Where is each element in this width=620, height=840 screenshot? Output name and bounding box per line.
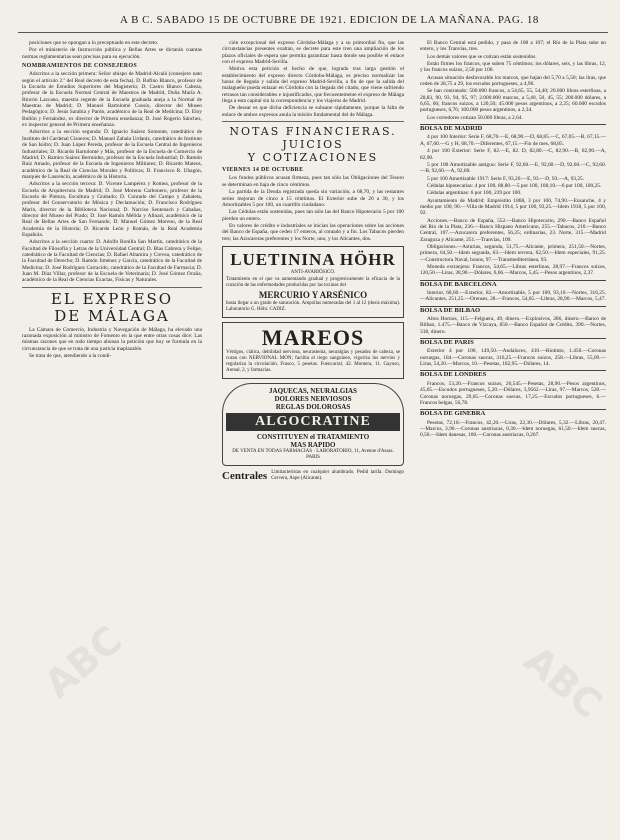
ad-small: DE VENTA EN TODAS FARMACIAS · LABORATORIO, 11, Avenue d'Assas. PARIS	[232, 448, 394, 460]
watermark-stamp: ABC	[515, 637, 611, 727]
paragraph: La Cámara de Comercio, Industria y Navegación de Málaga, ha elevado una razonada exposición al ministro de Fomento en la que entre otras cosas dice: Las mismas razones que en todo tiempo abonan la petición que hoy se formula en la circunstancia de que se trata de una justicia inaplazable.	[22, 326, 202, 352]
divider	[22, 287, 202, 288]
page-header: A B C. SABADO 15 DE OCTUBRE DE 1921. EDICION DE LA MAÑANA. PAG. 18	[120, 14, 539, 26]
ad-text: Limitacteristas en cualquier alumbrado. Pedid tarifa. Domingo Cervera, Aspe (Alicante).	[271, 469, 404, 481]
paragraph: Adscritos a la sección cuarta: D. Adolfo Bonilla San Martín, catedrático de la Facultad de Filosofía y Letras de la Universidad Central; D. Blas Cabrera y Felipe, catedrático de la Facultad de Ciencias; D. Rafael Altamira y Crevea, catedrático de la Facultad de Derecho; D. Ramón Jiménez y García, catedrático de la Facultad de Medicina; D. José Rodríguez Carracido, catedrático de la Facultad de Farmacia; D. Juan M. Díaz Villar, profesor de la Escuela de Veterinaria; D. José Gómez Ocaña, académico de la Real de Ciencias Exactas, Físicas y Naturales.	[22, 239, 202, 284]
paragraph: Francos, 53,20.—Francos suizos, 20,545.—Pesetas, 28,90.—Pesos argentinos, 45,65.—Escudos portugueses, 5,20.—Dólares, 3,9562.—Liras, 97.—Marcos, 520.—Coronas noruegas, 29,65.—Coronas suecas, 17,25.—Escudos portugueses, 6.—Francos belgas, 56,78.	[420, 380, 606, 406]
ad-luetinina-title: LUETININA HÖHR	[230, 249, 396, 269]
ad-mareos	[222, 322, 404, 379]
section-title: NOMBRAMIENTOS DE CONSEJEROS	[22, 63, 138, 70]
paragraph: Los corredores cotizan 50.000 libras, a 2,64.	[427, 114, 523, 121]
ad-line: CONSTITUYEN el TRATAMIENTO	[256, 432, 370, 441]
paragraph: Exterior 4 por 100, 149,50.—Andaluces, 410.—Riotinto, 1.450.—Coronas noruegas, 184.—Coronas suecas, 316,25.—Francos suizos, 258.—Libras, 55,09.—Liras, 54,20.—Marcos, 10.—Pesetas, 182,95.—Dólares, 14.	[420, 348, 606, 368]
ad-centrales-title: Centrales	[222, 469, 268, 482]
ad-mercurio: MERCURIO Y ARSÉNICO	[258, 289, 368, 300]
ad-line: JAQUECAS, NEURALGIAS	[269, 386, 357, 395]
paragraph: Altos Hornos, 115.—Felguera, 49, dinero.—Explosivos, 286, dinero.—Banco de Bilbao, 1.475.—Banco de Vizcaya, 850.—Banco Español de Crédito, 390.—Nortes, 318, dinero.	[420, 316, 606, 335]
section-bolsa-londres: BOLSA DE LONDRES	[420, 370, 606, 378]
date-line: VIERNES 14 DE OCTUBRE	[222, 167, 304, 174]
paragraph: Los fondos públicos acusan firmeza, pues tan sólo las Obligaciones del Tesoro se determinan en baja de cinco céntimos.	[222, 175, 404, 188]
ad-subtitle: ANTI-AVARIÓSICO.	[290, 269, 336, 275]
paragraph: Ayuntamiento de Madrid: Empréstito 1868, 3 por 100, 74,90.—Ensanche, 4 y medio por 100, 90.—Villa de Madrid 1914, 5 por 100, 93,25.—Idem 1918, 5 por 100, 92.	[420, 197, 606, 217]
watermark-stamp: ABC	[35, 617, 131, 707]
paragraph: Se trata de que, atendiendo a la condi-	[29, 353, 112, 360]
divider	[222, 121, 404, 122]
ad-line: DOLORES NERVIOSOS	[274, 394, 352, 403]
paragraph: Motiva esta petición el hecho de que, logrado tras larga gestión el establecimiento del expreso directo Córdoba-Málaga, es preciso normalizar las horas de llegada y salida del expreso Madrid-Sevilla, a fin de que la salida del malagueño pueda enlazar en Córdoba con la llegada del citado, que viene sufriendo retrasos tan considerables e injustificados, que frecuentemente el expreso de Málaga llega a esta capital sin la correspondencia y los viajeros de Madrid.	[222, 66, 404, 105]
ad-text: Tratamiento en el que va aumentando gradual y progresivamente la eficacia de la curación de las enfermedades producidas por las toxinas del	[226, 276, 400, 288]
ad-mareos-title: MAREOS	[261, 324, 365, 350]
notas-title-1: NOTAS FINANCIERAS.	[229, 125, 397, 139]
notas-title-2: JUICIOS	[282, 138, 344, 152]
paragraph: Interior, 68,60.—Exterior, 82.—Amortizable, 5 por 100, 93,10.—Nortes, 316,25.—Alicantes, 251,25.—Orenses, 28.—Francos, 54,65.—Libras, 28,90.—Marcos, 5,47.	[420, 290, 606, 303]
expreso-title-1: EL EXPRESO	[50, 289, 174, 308]
paragraph: 4 por 100 Exterior: Serie F, 82.—E, 82. D, 82,80.—C, 82,90.—B, 82,90.—A, 82,90.	[420, 148, 606, 161]
paragraph: posiciones que se opongan a lo preceptuado en este decreto.	[29, 40, 159, 46]
ad-algocratine-brand: ALGOCRATINE	[226, 413, 400, 431]
paragraph: Las Cédulas están sostenidas, pues tan sólo las del Banco Hipotecario 5 por 100 pierden un entero.	[222, 209, 404, 222]
paragraph: 5 por 100 Amortizable antiguo: Serie F, 92,60.—E, 92,60.—D, 92,60.—C, 92,60.—B, 92,60.—A, 92,60.	[420, 161, 606, 175]
paragraph: De desear es que dicha deficiencia se subsane rápidamente, porque la falta de enlace de ambos expresos anula la misión fundamental del de Málaga.	[222, 105, 404, 118]
header-rule	[18, 32, 608, 33]
paragraph: Por el ministerio de Instrucción pública y Bellas Artes se dictarán cuantas normas reglamentarias sean precisas para su ejecución.	[22, 47, 202, 60]
paragraph: Los demás valores que se cotizan están sostenidos.	[427, 53, 537, 60]
paragraph: Adscritos a la sección primera: Señor obispo de Madrid-Alcalá (consejero nato según el artículo 2.º del Real decreto de esta fecha), D. Rufino Blanco, profesor de la Escuela de Estudios Superiores del Magisterio; D. Castro Blanco Cabeza, profesor de la Escuela Normal Central de Maestros de Madrid, Doña María A. Rincón Lazcano, maestra regente de la Escuela graduada aneja a la Normal de Maestras de Madrid; D. Manuel Bartolomé Cossío, director del Museo Pedagógico; D. Jesús Sarabia y Pardo, académico de la Real de Medicina; D. Eloy Bullón y Fernández, ex director de Primera enseñanza; D. José Rogerio Sánchez, ex inspector general de Primera enseñanza.	[22, 71, 202, 129]
ad-luetinina	[222, 246, 404, 318]
section-bolsa-barcelona: BOLSA DE BARCELONA	[420, 280, 606, 288]
paragraph: Obligaciones.—Asturias, segunda, 51,75.—Alicante, primera, 251,50.—Nortes, primera, 64,50.—Idem segunda, 63.—Idem tercera, 62,50.—Idem especiales, 91,25.—Constructora Naval, bonos, 97.—Transmediterránea, 93.	[420, 243, 606, 263]
notas-title-3: Y COTIZACIONES	[247, 151, 379, 165]
paragraph: En valores de crédito e industriales se inician las operaciones sobre las acciones del Banco de España, que ceden 17 enteros, al contado y a fin. Los Tabacos pierden tres; las Azucareras preferentes y los Norte, uno, y los Alicantes, dos.	[222, 222, 404, 242]
paragraph: Cédulas argentinas: 6 por 100, 239 por 100.	[427, 190, 522, 197]
paragraph: Acusan situación desfavorable los marcos, que bajan del 5,70 a 5,50; las liras, que ceden de 28,75 a 29, los escudos portugueses, a 4,90.	[420, 74, 606, 88]
paragraph: Se han contratado: 500.000 francos, a 54,65, 55, 54,40; 20.000 libras esterlinas, a 28,83, 90, 93, 94, 95, 97; 2.000.000 marcos, a 5,40, 50, 45, 55; 200.000 dólares, a 6,65, 66; francos suizos, a 120,50; 45.000 pesos argentinos, a 2,25; 60.000 escudos portugueses, 6,76; 100.000 pesos argentinos, a 2,34.	[420, 88, 606, 114]
section-bolsa-paris: BOLSA DE PARIS	[420, 338, 606, 346]
column-3	[420, 40, 606, 440]
paragraph: Pesetas, 72,18.—Francos, 42,20.—Liras, 22,30.—Dólares, 5,32.—Libras, 20,47.—Marcos, 3,90.—Coronas austriacas, 0,30.—Idem noruegas, 61,50.—Idem suecas, 0,56.—Idem danesas, 100.—Coronas austriacas, 0,267.	[420, 419, 606, 439]
column-1	[22, 40, 202, 360]
paragraph: Están firmes los francos, que suben 75 céntimos; los dólares, seis, y las libras, 12, y los francos suizos, 2,50 por 100.	[420, 61, 606, 74]
ad-line: REGLAS DOLOROSAS	[275, 402, 351, 411]
expreso-title-2: DE MÁLAGA	[54, 306, 170, 325]
paragraph: ción excepcional del expreso Córdoba-Málaga y a su primordial fin, que las circunstancias presentes exaltan, se decrete para este tren una ampliación de los plazos oficiales de espera que permita garantizar hasta donde sea posible el enlace con el expreso Madrid-Sevilla.	[222, 40, 404, 66]
section-bolsa-ginebra: BOLSA DE GINEBRA	[420, 409, 606, 417]
ad-line: MAS RAPIDO	[290, 440, 336, 449]
paragraph: El Banco Central está pedido, y pasa de 108 a 107; el Río de la Plata sube un entero, y los Tranvías, tres.	[420, 40, 606, 53]
column-2	[222, 40, 404, 483]
ad-text: Vértigos, ciática, debilidad nerviosa, neurastenia, neuralgias y pesadez de cabeza, se curan con NERVIONAL MON; facilita el riego sanguíneo, vigoriza los nervios y regulariza la circulación. Frasco, 5 pesetas. Fuencarral, 42. Montera, 11. Gayoso, Arenal, 2, y farmacias.	[226, 349, 400, 373]
section-bolsa-bilbao: BOLSA DE BILBAO	[420, 306, 606, 314]
paragraph: Adscritos a la sección segunda: D. Ignacio Suárez Somonte, catedrático de Instituto del Cardenal Cisneros; D. Manuel Zabala Urdaniz, catedrático de Instituto de San Isidro; D. Juan López Pereda, profesor de la Escuela Central de Ingenieros Industriales; D. Ricardo Bartolomé y Más, profesor de la Escuela de Comercio de Madrid; D. Ramiro Suárez Bermúdez, profesor de la Escuela Industrial; D. Ramón Ruiz Amado, profesor de la Escuela de Ingenieros Militares; D. Ricardo Mateos, académico de la Real de Ciencias Morales y Políticas; D. Francisco R. Ubagón, marqués de Laurencín, académico de la Historia.	[22, 129, 202, 180]
section-bolsa-madrid: BOLSA DE MADRID	[420, 124, 606, 132]
paragraph: 5 por 100 Amortizable 1917: Serie F, 93,20.—E, 93.—D, 93.—A, 93,25.	[427, 175, 585, 182]
paragraph: La partida de la Deuda registrada queda sin variación, a 68,70, y las restantes series mejoran de cinco a 15 céntimos. El Exterior sube de 20 a 30, y los Amortizables 5 por 100, un cuartillo ciudadano.	[222, 189, 404, 208]
ad-algocratine	[222, 383, 404, 466]
paragraph: 4 por 100 Interior: Serie F, 68,70.—E, 68,90.—D, 68,85.—C, 67,05.—B, 67,15.—A, 67,60.—G y H, 68,70.—Diferentes, 67,15.—Fin de mes, 68,85.	[420, 134, 606, 147]
paragraph: Acciones.—Banco de España, 552.—Banco Hipotecario, 290.—Banco Español del Río de la Plata, 236.—Banco Hispano Americano, 255.—Tabacos, 210.—Banco Central, 107.—Azucarera preferentes, 56,25; ordinarias, 23. Norte, 315.—Madrid Zaragoza y Alicante, 251.—Tranvías, 109.	[420, 217, 606, 243]
ad-centrales	[222, 470, 404, 483]
paragraph: Adscritos a la sección tercera: D. Vicente Lampérez y Romea, profesor de la Escuela de Arquitectura de Madrid; D. José Moreno Carbonero, profesor de la Escuela de Pintura, Escultura y Grabado; D. Conrado del Campo y Zabaleta, profesor del Conservatorio de Música y Declamación; D. Francisco Rodríguez Marín, director de la Biblioteca Nacional; D. Narciso Sentenach y Cabañas, director del Museo del Prado; D. José Ramón Mélida y Alinari, académico de la Real de Bellas Artes de San Fernando; D. Manuel Gómez Moreno, de la Real Academia de la Historia; D. Ricardo León y Román, de la Real Academia Española.	[22, 181, 202, 238]
ad-text: hasta llegar a un grado de saturación. Ampollas numeradas del 1 al 12 (dosis máxima). Laboratorio G. Höhr. CADIZ.	[226, 300, 400, 312]
paragraph: Moneda extranjera: Francos, 54,65.—Libras esterlinas, 28,97.—Francos suizos, 120,50.—Liras, 28,90.—Dólares, 6,66.—Marcos, 5,45.—Pesos argentinos, 2,37.	[420, 264, 606, 277]
paragraph: Cédulas hipotecarias: 4 por 100, 88,80.—5 por 100, 100,10.—6 por 100, 100,25.	[427, 182, 602, 189]
